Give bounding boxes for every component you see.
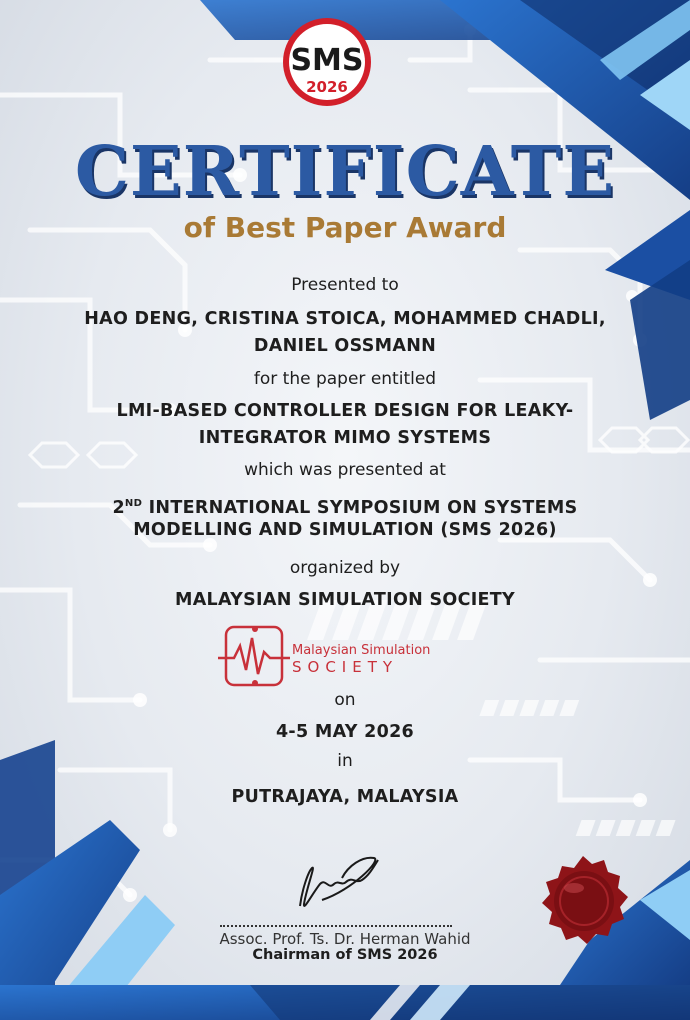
signature <box>282 850 392 922</box>
organizer-logo <box>218 624 478 688</box>
paper-title-line-1: LMI-BASED CONTROLLER DESIGN FOR LEAKY- <box>116 401 574 421</box>
event-ordinal: 2 <box>112 497 125 518</box>
wax-seal <box>534 852 632 950</box>
signatory-role: Chairman of SMS 2026 <box>252 947 438 963</box>
event-location: PUTRAJAYA, MALAYSIA <box>231 787 459 807</box>
on-label: on <box>334 690 356 710</box>
organizer-logo-line-2: SOCIETY <box>292 658 399 676</box>
presented-at-label: which was presented at <box>244 460 446 480</box>
sms-logo-text: SMS <box>290 43 364 78</box>
organized-label: organized by <box>289 558 401 578</box>
certificate-title: CERTIFICATE <box>74 132 616 212</box>
recipients-line-2: DANIEL OSSMANN <box>253 336 437 356</box>
in-label: in <box>337 751 353 771</box>
signatory-name: Assoc. Prof. Ts. Dr. Herman Wahid <box>219 930 471 948</box>
event-ordinal-suffix: ND <box>124 498 143 509</box>
presented-to-label: Presented to <box>291 275 399 295</box>
paper-label: for the paper entitled <box>253 369 437 389</box>
organizer-logo-line-1: Malaysian Simulation <box>292 643 431 658</box>
signature-line <box>220 925 452 927</box>
sms-logo-year: 2026 <box>306 78 348 96</box>
certificate-subtitle: of Best Paper Award <box>183 211 507 244</box>
event-line-2: MODELLING AND SIMULATION (SMS 2026) <box>133 520 557 540</box>
organizer-name: MALAYSIAN SIMULATION SOCIETY <box>175 590 515 610</box>
event-line-1-rest: INTERNATIONAL SYMPOSIUM ON SYSTEMS <box>142 497 578 518</box>
paper-title-line-2: INTEGRATOR MIMO SYSTEMS <box>198 428 492 448</box>
recipients-line-1: HAO DENG, CRISTINA STOICA, MOHAMMED CHADLI, <box>84 309 606 329</box>
event-date: 4-5 MAY 2026 <box>275 722 415 742</box>
